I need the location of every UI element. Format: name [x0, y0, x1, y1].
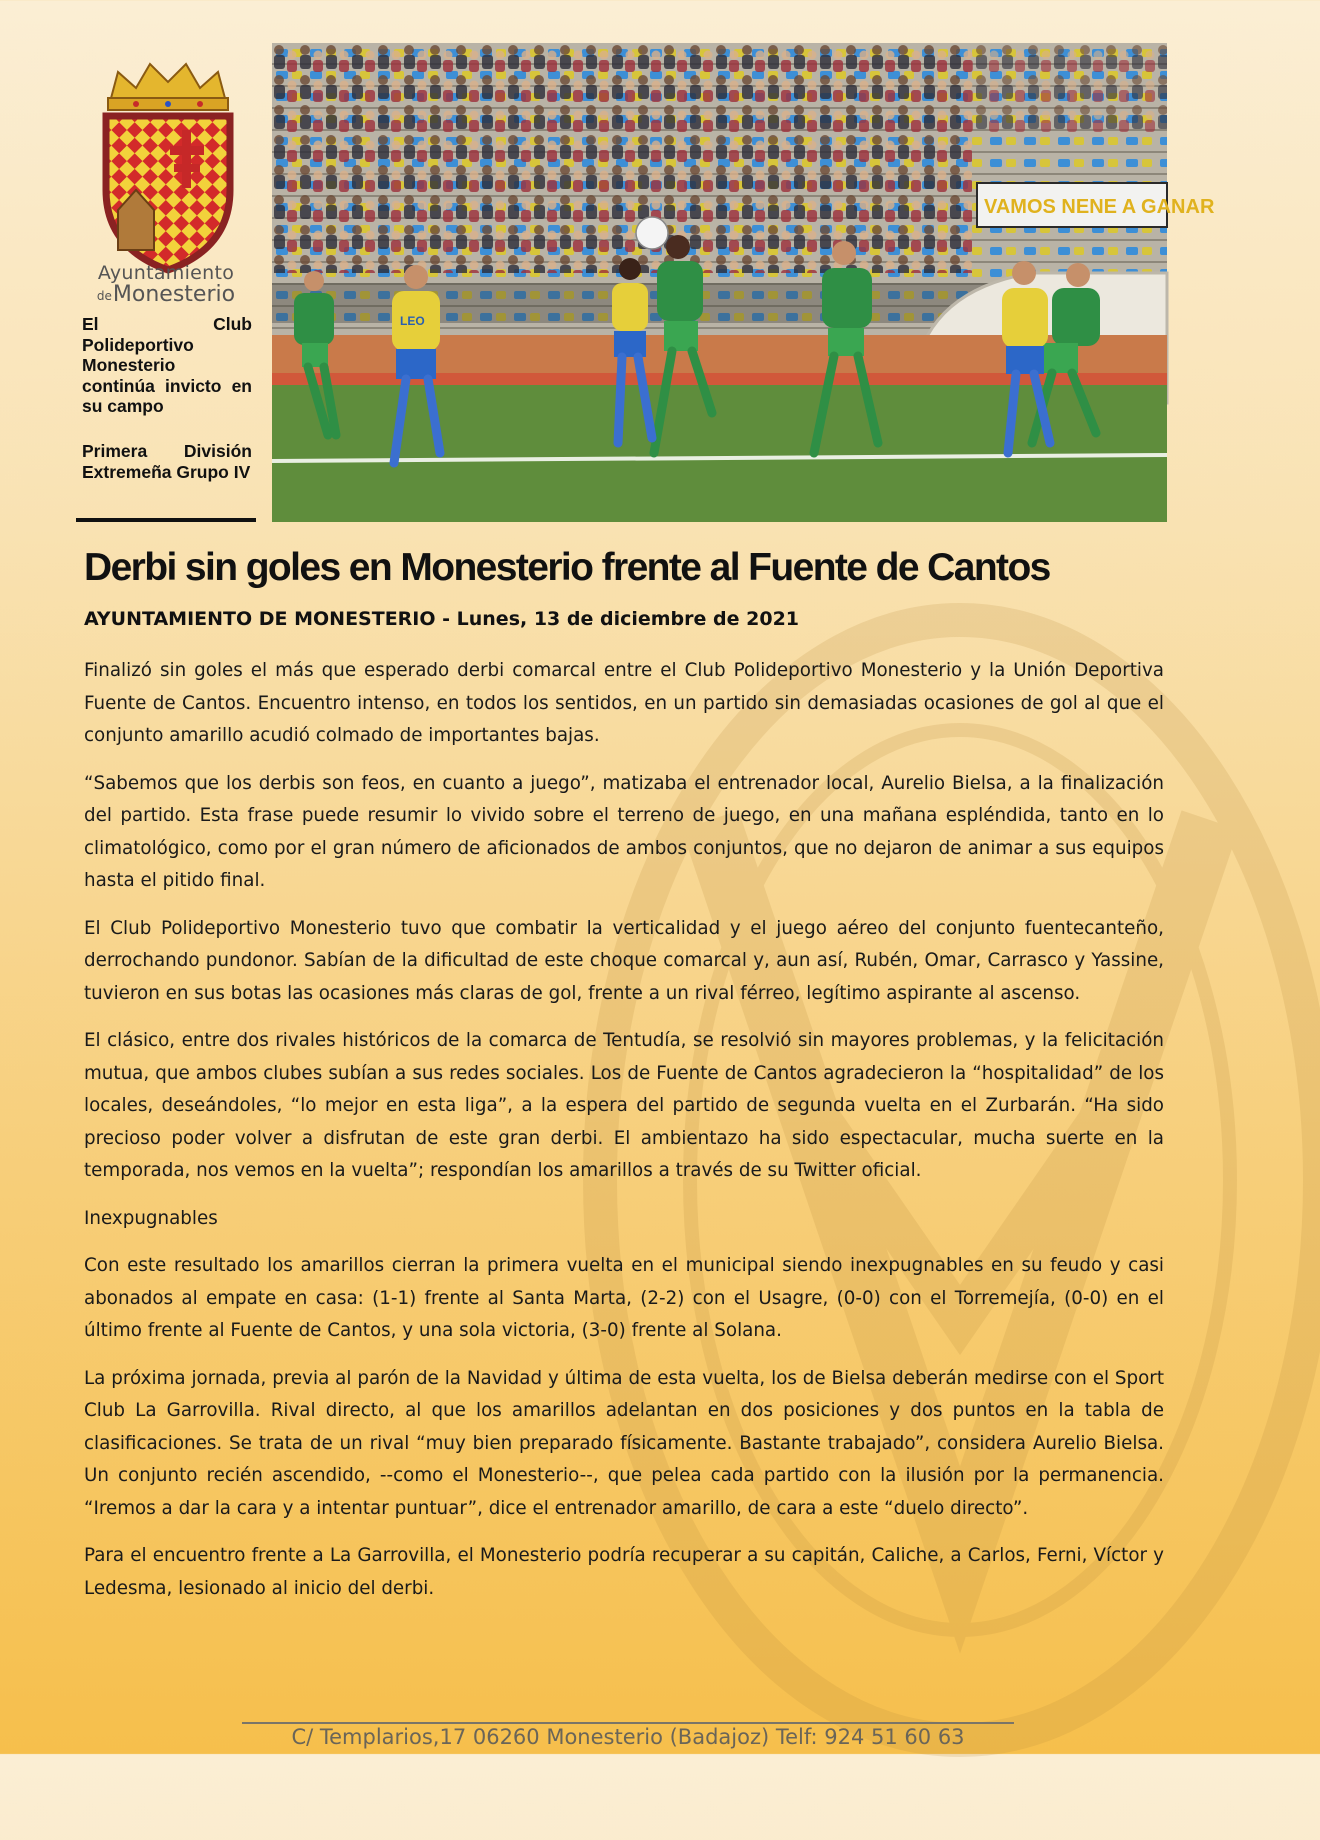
article-subheading: Inexpugnables	[84, 1207, 218, 1229]
article-paragraph: La próxima jornada, previa al parón de la Navidad y última de esta vuelta, los de Bielsa deberán medirse con el Sport Club La Garrovilla. Rival directo, al que los amarillos adelantan en dos posiciones y dos puntos en la tabla de clasificaciones. Se trata de un rival “muy bien preparado físicamente. Bastante trabajado”, considera Aurelio Bielsa. Un conjunto recién ascendido, --como el Monesterio--, que pelea cada partido con la ilusión por la permanencia. “Iremos a dar la cara y a intentar puntuar”, dice el entrenador amarillo, de cara a este “duelo directo”.	[84, 1367, 1164, 1519]
article-paragraph: El Club Polideportivo Monesterio tuvo que combatir la verticalidad y el juego aéreo del conjunto fuentecanteño, derrochando pundonor. Sabían de la dificultad de este choque comarcal y, aun así, Rubén, Omar, Carrasco y Yassine, tuvieron en sus botas las ocasiones más claras de gol, frente a un rival férreo, legítimo aspirante al ascenso.	[84, 917, 1164, 1004]
logo-text-de: de	[96, 289, 112, 303]
match-photo	[272, 43, 1215, 522]
footer-address: C/ Templarios,17 06260 Monesterio (Badajoz) Telf: 924 51 60 63	[291, 1725, 965, 1749]
footer-divider	[242, 1722, 1014, 1724]
sidebar-divider	[76, 518, 256, 522]
article-paragraph: Finalizó sin goles el más que esperado derbi comarcal entre el Club Polideportivo Monesterio y la Unión Deportiva Fuente de Cantos. Encuentro intenso, en todos los sentidos, en un partido sin demasiadas ocasiones de gol al que el conjunto amarillo acudió colmado de importantes bajas.	[84, 660, 1164, 746]
photo-shirt-text: LEO	[400, 314, 425, 328]
article-paragraph: Con este resultado los amarillos cierran la primera vuelta en el municipal siendo inexpugnables en su feudo y casi abonados al empate en casa: (1-1) frente al Santa Marta, (2-2) con el Usagre, (0-0) con el Torremejía, (0-0) en el último frente al Fuente de Cantos, y una sola victoria, (3-0) frente al Solana.	[84, 1255, 1164, 1341]
sidebar-summary: El Club Polideportivo Monesterio continúa invicto en su campo	[82, 314, 252, 416]
article-byline: AYUNTAMIENTO DE MONESTERIO - Lunes, 13 de diciembre de 2021	[84, 608, 800, 630]
logo-text-monesterio	[76, 282, 256, 307]
logo-text-town: Monesterio	[112, 282, 236, 307]
logo-text-ayuntamiento: Ayuntamiento	[97, 262, 235, 284]
photo-banner-text: VAMOS NENE A GANAR	[984, 196, 1215, 218]
article-paragraph: Para el encuentro frente a La Garrovilla, el Monesterio podría recuperar a su capitán, Caliche, a Carlos, Ferni, Víctor y Ledesma, lesionado al inicio del derbi.	[84, 1545, 1164, 1599]
article-paragraph: El clásico, entre dos rivales históricos de la comarca de Tentudía, se resolvió sin mayores problemas, y la felicitación mutua, que ambos clubes subían a sus redes sociales. Los de Fuente de Cantos agradecieron la “hospitalidad” de los locales, deseándoles, “lo mejor en esta liga”, a la espera del partido de segunda vuelta en el Zurbarán. “Ha sido precioso poder volver a disfrutan de este gran derbi. El ambientazo ha sido espectacular, mucha suerte en la temporada, nos vemos en la vuelta”; respondían los amarillos a través de su Twitter oficial.	[84, 1030, 1164, 1181]
article-headline: Derbi sin goles en Monesterio frente al Fuente de Cantos	[84, 546, 1050, 589]
article-body	[84, 655, 1164, 1620]
sidebar-league: Primera División Extremeña Grupo IV	[82, 441, 252, 482]
article-paragraph: “Sabemos que los derbis son feos, en cuanto a juego”, matizaba el entrenador local, Aurelio Bielsa, a la finalización del partido. Esta frase puede resumir lo vivido sobre el terreno de juego, en una mañana espléndida, tanto en lo climatológico, como por el gran número de aficionados de ambos conjuntos, que no dejaron de animar a sus equipos hasta el pitido final.	[84, 772, 1164, 891]
